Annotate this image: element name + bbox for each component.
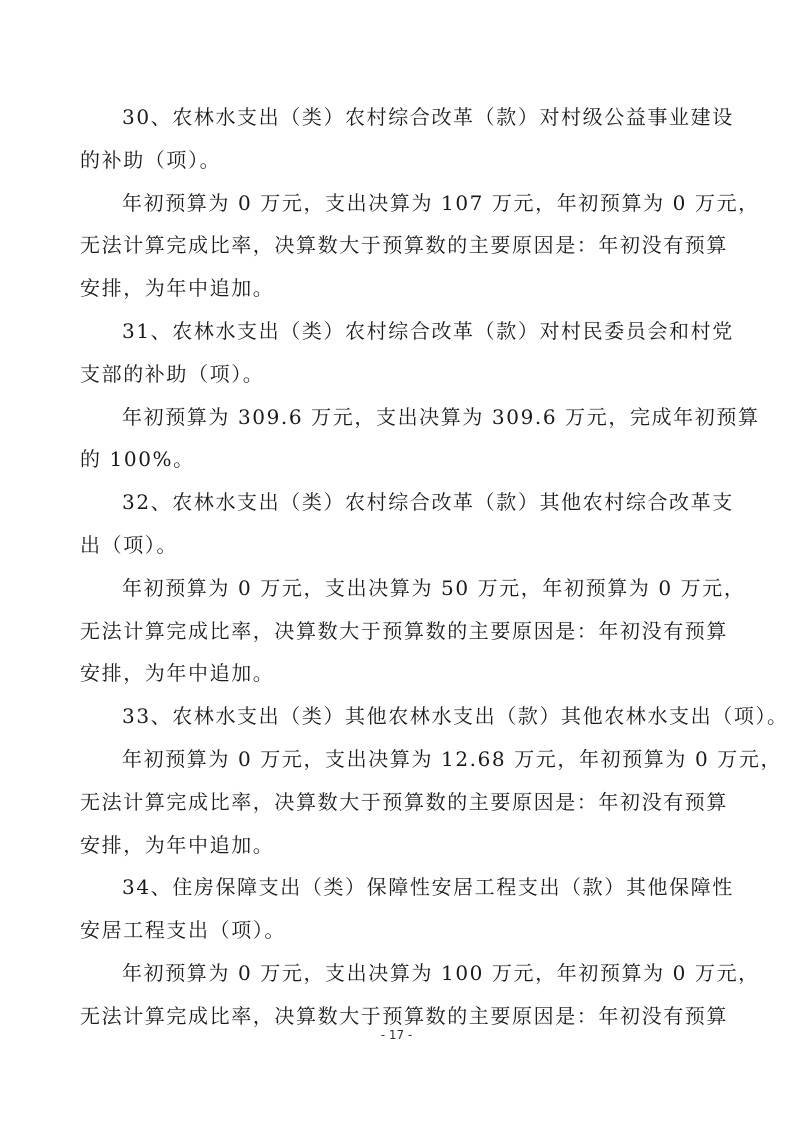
item-33-body: [80, 738, 783, 866]
item-34-heading: [80, 866, 734, 952]
text-line: 年初预算为 0 万元，支出决算为 107 万元，年初预算为 0 万元，: [122, 190, 760, 215]
body-text: [80, 96, 789, 1038]
text-line: 安排，为年中追加。: [80, 661, 275, 686]
item-30-body: [80, 182, 760, 310]
text-line: 34、住房保障支出（类）保障性安居工程支出（款）其他保障性: [122, 875, 734, 900]
text-line: 安排，为年中追加。: [80, 832, 275, 857]
text-line: 年初预算为 309.6 万元，支出决算为 309.6 万元，完成年初预算: [122, 404, 760, 429]
text-line: 年初预算为 0 万元，支出决算为 50 万元，年初预算为 0 万元，: [122, 575, 746, 600]
text-line: 无法计算完成比率，决算数大于预算数的主要原因是：年初没有预算: [80, 789, 728, 814]
item-31-body: [80, 396, 760, 482]
page-number: - 17 -: [380, 1028, 413, 1042]
text-line: 出（项）。: [80, 532, 178, 557]
item-33-heading: [80, 695, 789, 738]
text-line: 32、农林水支出（类）农村综合改革（款）其他农村综合改革支: [122, 490, 734, 515]
text-line: 30、农林水支出（类）农村综合改革（款）对村级公益事业建设: [122, 105, 734, 129]
item-30-heading: [80, 96, 734, 182]
text-line: 年初预算为 0 万元，支出决算为 100 万元，年初预算为 0 万元，: [122, 960, 760, 985]
text-line: 31、农林水支出（类）农村综合改革（款）对村民委员会和村党: [122, 318, 734, 343]
item-32-heading: [80, 481, 734, 567]
text-line: 安排，为年中追加。: [80, 276, 275, 301]
text-line: 的 100%。: [80, 447, 195, 472]
text-line: 无法计算完成比率，决算数大于预算数的主要原因是：年初没有预算: [80, 233, 728, 258]
text-line: 无法计算完成比率，决算数大于预算数的主要原因是：年初没有预算: [80, 1003, 728, 1028]
item-34-body: [80, 952, 760, 1038]
text-line: 无法计算完成比率，决算数大于预算数的主要原因是：年初没有预算: [80, 618, 728, 643]
item-32-body: [80, 567, 746, 695]
text-line: 33、农林水支出（类）其他农林水支出（款）其他农林水支出（项）。: [122, 704, 789, 729]
text-line: 支部的补助（项）。: [80, 361, 265, 386]
item-31-heading: [80, 310, 734, 396]
text-line: 的补助（项）。: [80, 147, 222, 172]
text-line: 年初预算为 0 万元，支出决算为 12.68 万元，年初预算为 0 万元，: [122, 746, 783, 771]
text-line: 安居工程支出（项）。: [80, 918, 286, 943]
